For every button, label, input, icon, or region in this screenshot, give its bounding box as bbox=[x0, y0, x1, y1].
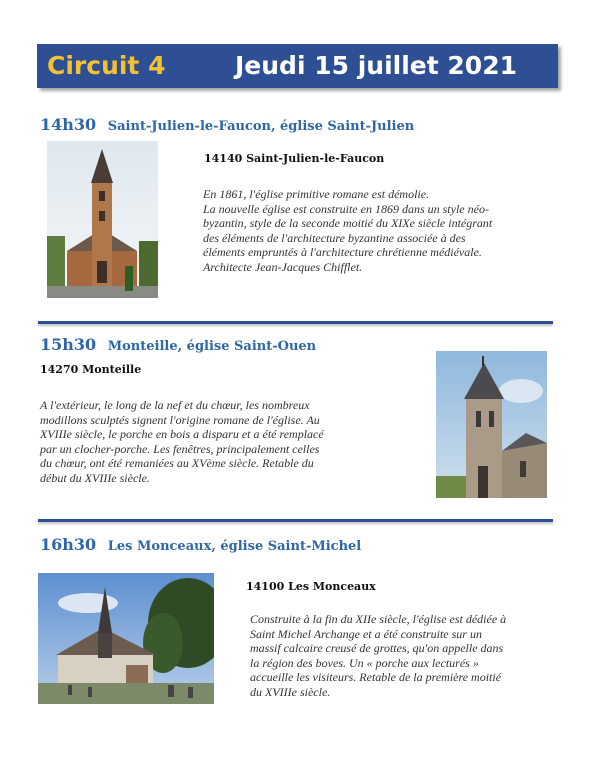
description-line: Architecte Jean-Jacques Chifflet. bbox=[203, 259, 363, 274]
section-time: 15h30 bbox=[40, 335, 97, 354]
section-heading bbox=[40, 535, 361, 554]
section-place: Saint-Julien-le-Faucon, église Saint-Julien bbox=[107, 119, 415, 134]
circuit-label: Circuit 4 bbox=[47, 51, 166, 80]
description-line: byzantin, style de la seconde moitié du XIXe siècle intégrant bbox=[203, 216, 493, 231]
description-line: Saint Michel Archange et a été construite sur un bbox=[250, 626, 482, 641]
church-photo-saint-ouen bbox=[436, 351, 547, 498]
section-heading bbox=[40, 115, 414, 134]
description-line: par un clocher-porche. Les fenêtres, principalement celles bbox=[40, 441, 320, 456]
section-place: Monteille, église Saint-Ouen bbox=[107, 339, 317, 354]
section-time: 16h30 bbox=[40, 535, 97, 554]
section-address: 14140 Saint-Julien-le-Faucon bbox=[204, 152, 385, 165]
description-line: A l'extérieur, le long de la nef et du chœur, les nombreux bbox=[40, 398, 310, 412]
section-divider bbox=[38, 321, 553, 324]
description-line: éléments empruntés à l'architecture chrétienne médiévale. bbox=[203, 245, 482, 260]
description-line: accueille les visiteurs. Retable de la première moitié bbox=[250, 670, 502, 685]
description-line: du chœur, ont été remaniées au XVème siècle. Retable du bbox=[40, 456, 314, 471]
description-line: début du XVIIIe siècle. bbox=[40, 470, 150, 485]
description-line: XVIIIe siècle, le porche en bois a disparu et a été remplacé bbox=[40, 427, 324, 442]
section-address: 14270 Monteille bbox=[40, 363, 142, 376]
description-line: du XVIIIe siècle. bbox=[250, 684, 331, 699]
section-place: Les Monceaux, église Saint-Michel bbox=[107, 539, 362, 554]
section-address: 14100 Les Monceaux bbox=[246, 580, 376, 593]
church-photo-saint-julien bbox=[47, 141, 158, 298]
section-description bbox=[40, 398, 324, 486]
section-description bbox=[203, 187, 492, 275]
date-label: Jeudi 15 juillet 2021 bbox=[235, 51, 517, 80]
section-divider bbox=[38, 519, 553, 522]
header-banner bbox=[37, 44, 558, 88]
church-photo-saint-michel bbox=[38, 573, 214, 704]
description-line: massif calcaire creusé de grottes, qu'on appelle dans bbox=[250, 641, 504, 656]
description-line: Construite à la fin du XIIe siècle, l'église est dédiée à bbox=[250, 612, 507, 626]
section-description bbox=[250, 612, 506, 700]
description-line: modillons sculptés signent l'origine romane de l'église. Au bbox=[40, 412, 320, 427]
description-line: La nouvelle église est construite en 1869 dans un style néo- bbox=[203, 201, 489, 216]
description-line: des éléments de l'architecture byzantine associée à des bbox=[203, 230, 466, 245]
section-heading bbox=[40, 335, 316, 354]
description-line: En 1861, l'église primitive romane est démolie. bbox=[203, 187, 430, 201]
section-time: 14h30 bbox=[40, 115, 97, 134]
description-line: la région des boves. Un « porche aux lecturés » bbox=[250, 655, 479, 670]
